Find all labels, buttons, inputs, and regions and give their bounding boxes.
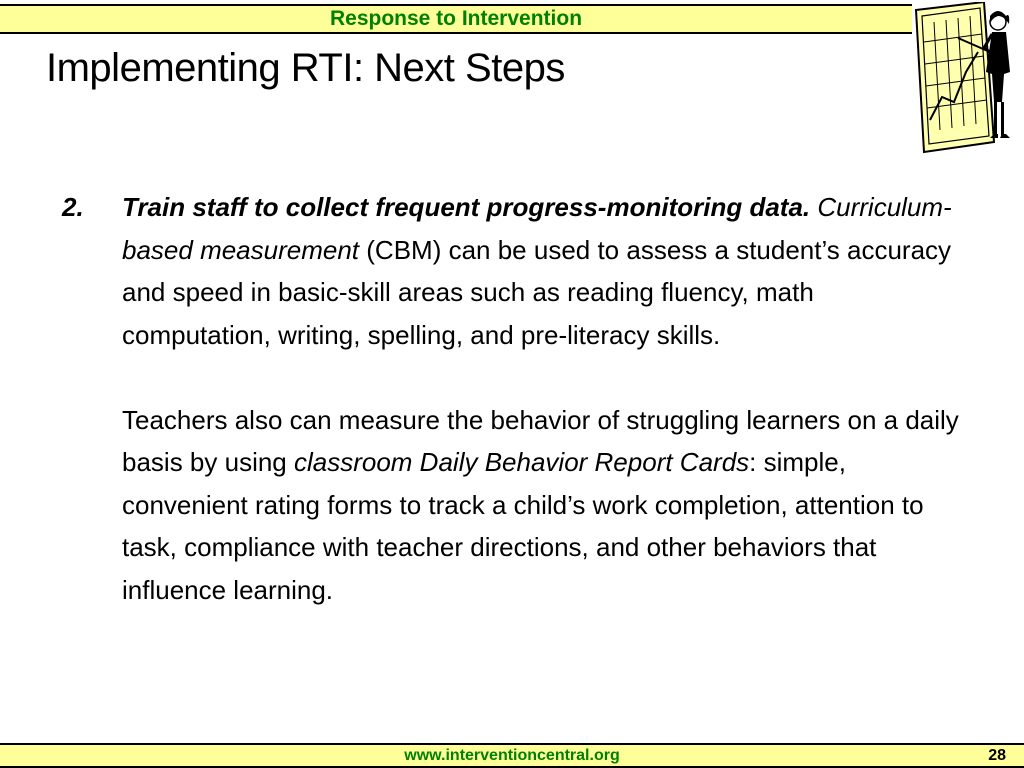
footer-url[interactable]: www.interventioncentral.org: [404, 747, 620, 764]
numbered-item: [62, 186, 962, 611]
header-banner-text: Response to Intervention: [329, 7, 583, 30]
footer-banner: [0, 743, 1024, 768]
header-banner: [0, 4, 912, 34]
item-number: 2.: [62, 192, 84, 222]
paragraph-behavior: [122, 399, 962, 612]
paragraph-behavior-start: Teachers also can measure the behavior of struggling learners on a daily basis by using: [122, 404, 959, 477]
slide-body: [62, 186, 962, 611]
term-cbm: Curriculum-based measurement: [122, 192, 952, 265]
page-number: 28: [988, 747, 1006, 764]
paragraph-lead: Train staff to collect frequent progress-monitoring data.: [122, 192, 811, 222]
paragraph-cbm: [122, 186, 962, 356]
term-dbrc: classroom Daily Behavior Report Cards: [293, 447, 750, 477]
paragraph-cbm-text: (CBM) can be used to assess a student’s accuracy and speed in basic-skill areas such as reading fluency, math computation, writing, spelling, and pre-literacy skills.: [122, 234, 952, 350]
teacher-chart-clipart-icon: [914, 2, 1022, 160]
paragraph-behavior-text: : simple, convenient rating forms to track a child’s work completion, attention to task, compliance with teacher directions, and other behaviors that influence learning.: [122, 447, 924, 605]
slide-title: Implementing RTI: Next Steps: [46, 46, 565, 90]
